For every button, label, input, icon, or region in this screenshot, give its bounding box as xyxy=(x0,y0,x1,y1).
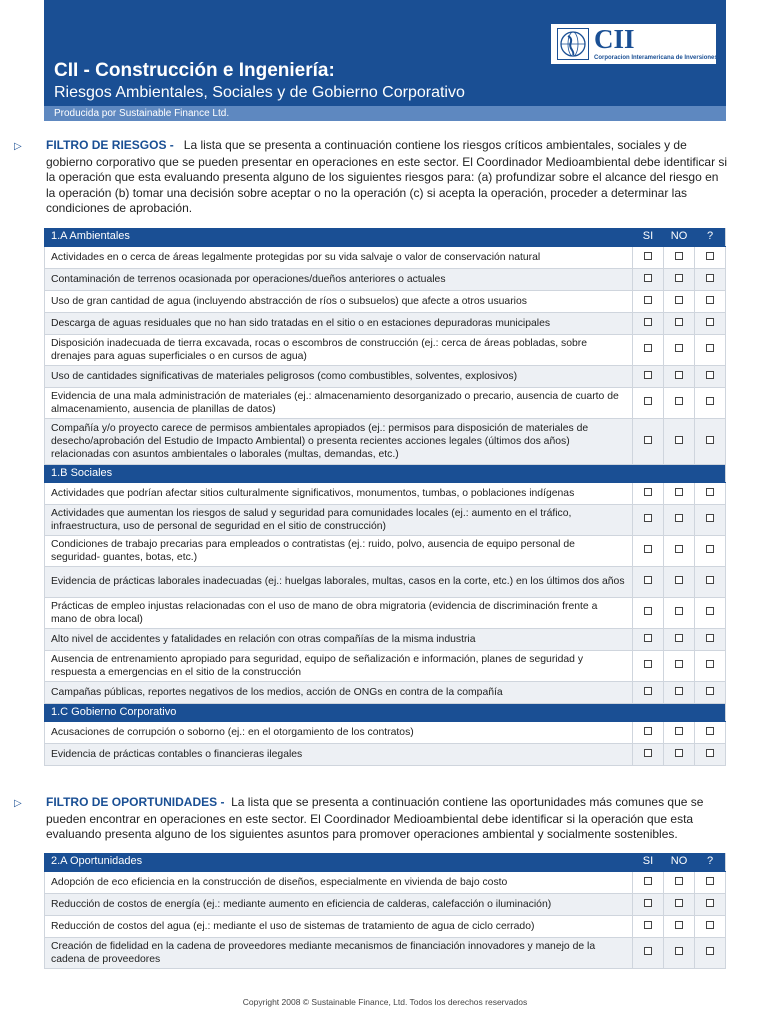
cell-si xyxy=(633,418,664,464)
cell-si xyxy=(633,681,664,703)
checkbox-no[interactable] xyxy=(675,634,683,642)
column-header-empty xyxy=(695,703,726,721)
cell-unknown xyxy=(695,743,726,765)
checkbox-unknown[interactable] xyxy=(706,634,714,642)
produced-by: Producida por Sustainable Finance Ltd. xyxy=(44,106,726,121)
checkbox-unknown[interactable] xyxy=(706,488,714,496)
cell-no xyxy=(664,504,695,535)
row-description: Campañas públicas, reportes negativos de los medios, acción de ONGs en contra de la compañía xyxy=(45,681,633,703)
column-header-empty xyxy=(664,464,695,482)
cell-si xyxy=(633,290,664,312)
cell-unknown xyxy=(695,365,726,387)
risk-filter-label: FILTRO DE RIESGOS - xyxy=(46,138,174,152)
checkbox-si[interactable] xyxy=(644,921,652,929)
table-row xyxy=(45,290,726,312)
cell-no xyxy=(664,246,695,268)
group-header xyxy=(45,228,726,246)
checkbox-unknown[interactable] xyxy=(706,371,714,379)
opportunity-table xyxy=(44,853,726,969)
group-header xyxy=(45,464,726,482)
cell-no xyxy=(664,650,695,681)
row-description: Contaminación de terrenos ocasionada por operaciones/dueños anteriores o actuales xyxy=(45,268,633,290)
checkbox-si[interactable] xyxy=(644,749,652,757)
table-row xyxy=(45,743,726,765)
cell-no xyxy=(664,628,695,650)
cell-si xyxy=(633,387,664,418)
opportunity-filter-label: FILTRO DE OPORTUNIDADES - xyxy=(46,795,225,809)
cell-unknown xyxy=(695,418,726,464)
row-description: Uso de cantidades significativas de materiales peligrosos (como combustibles, solventes, explosivos) xyxy=(45,365,633,387)
cell-unknown xyxy=(695,246,726,268)
checkbox-si[interactable] xyxy=(644,545,652,553)
checkbox-no[interactable] xyxy=(675,371,683,379)
checkbox-no[interactable] xyxy=(675,576,683,584)
cell-si xyxy=(633,566,664,597)
checkbox-si[interactable] xyxy=(644,947,652,955)
checkbox-si[interactable] xyxy=(644,687,652,695)
row-description: Descarga de aguas residuales que no han sido tratadas en el sitio o en estaciones depuradoras municipales xyxy=(45,312,633,334)
row-description: Evidencia de una mala administración de materiales (ej.: almacenamiento desorganizado o precario, ausencia de cuarto de almacenamiento, ausencia de planillas de datos) xyxy=(45,387,633,418)
checkbox-no[interactable] xyxy=(675,947,683,955)
group-title: 1.C Gobierno Corporativo xyxy=(45,703,633,721)
table-row xyxy=(45,387,726,418)
cell-unknown xyxy=(695,628,726,650)
table-row xyxy=(45,418,726,464)
checkbox-unknown[interactable] xyxy=(706,749,714,757)
cell-unknown xyxy=(695,504,726,535)
page-title: CII - Construcción e Ingeniería: xyxy=(54,60,335,81)
row-description: Reducción de costos del agua (ej.: mediante el uso de sistemas de tratamiento de agua de ciclo cerrado) xyxy=(45,915,633,937)
row-description: Alto nivel de accidentes y fatalidades en relación con otras compañías de la misma industria xyxy=(45,628,633,650)
checkbox-no[interactable] xyxy=(675,274,683,282)
checkbox-si[interactable] xyxy=(644,296,652,304)
table-row xyxy=(45,504,726,535)
logo-text: CII xyxy=(594,24,635,54)
table-row xyxy=(45,566,726,597)
cii-logo xyxy=(551,24,716,64)
table-row xyxy=(45,893,726,915)
cell-unknown xyxy=(695,387,726,418)
cell-unknown xyxy=(695,681,726,703)
checkbox-no[interactable] xyxy=(675,252,683,260)
checkbox-unknown[interactable] xyxy=(706,727,714,735)
row-description: Prácticas de empleo injustas relacionadas con el uso de mano de obra migratoria (evidencia de discriminación frente a mano de obra local) xyxy=(45,597,633,628)
checkbox-no[interactable] xyxy=(675,318,683,326)
table-row xyxy=(45,535,726,566)
cell-si xyxy=(633,504,664,535)
cell-si xyxy=(633,871,664,893)
row-description: Adopción de eco eficiencia en la construcción de diseños, especialmente en vivienda de bajo costo xyxy=(45,871,633,893)
column-header-empty xyxy=(633,464,664,482)
cell-si xyxy=(633,937,664,968)
checkbox-si[interactable] xyxy=(644,274,652,282)
risk-filter-intro xyxy=(14,138,730,217)
cell-unknown xyxy=(695,290,726,312)
checkbox-no[interactable] xyxy=(675,921,683,929)
cell-no xyxy=(664,915,695,937)
checkbox-unknown[interactable] xyxy=(706,397,714,405)
row-description: Actividades en o cerca de áreas legalmente protegidas por su vida salvaje o valor de conservación natural xyxy=(45,246,633,268)
globe-icon xyxy=(557,28,589,60)
checkbox-no[interactable] xyxy=(675,344,683,352)
table-row xyxy=(45,871,726,893)
table-row xyxy=(45,334,726,365)
checkbox-unknown[interactable] xyxy=(706,296,714,304)
table-row xyxy=(45,597,726,628)
column-header-q: ? xyxy=(695,228,726,246)
triangle-bullet-icon: ▷ xyxy=(14,141,22,152)
cell-no xyxy=(664,937,695,968)
page-header xyxy=(44,0,726,121)
checkbox-unknown[interactable] xyxy=(706,318,714,326)
cell-no xyxy=(664,535,695,566)
table-row xyxy=(45,937,726,968)
checkbox-si[interactable] xyxy=(644,488,652,496)
opportunity-filter-text: La lista que se presenta a continuación contiene las oportunidades más comunes que se pueden encontrar en operaciones en este sector. El Coordinador Medioambiental debe identificar si la operación que esta evaluando presenta alguno de los siguientes asuntos para promover operaciones ambiental y socialmente sostenibles. xyxy=(46,795,704,841)
checkbox-no[interactable] xyxy=(675,687,683,695)
row-description: Disposición inadecuada de tierra excavada, rocas o escombros de construcción (ej.: cerca de áreas pobladas, sobre drenajes para aguas superficiales o en cursos de agua) xyxy=(45,334,633,365)
column-header-q: ? xyxy=(695,853,726,871)
checkbox-si[interactable] xyxy=(644,660,652,668)
checkbox-unknown[interactable] xyxy=(706,921,714,929)
opportunity-filter-intro xyxy=(14,795,730,843)
cell-si xyxy=(633,482,664,504)
cell-no xyxy=(664,893,695,915)
checkbox-si[interactable] xyxy=(644,397,652,405)
checkbox-si[interactable] xyxy=(644,727,652,735)
table-row xyxy=(45,312,726,334)
cell-unknown xyxy=(695,334,726,365)
checkbox-unknown[interactable] xyxy=(706,687,714,695)
cell-si xyxy=(633,246,664,268)
group-title: 2.A Oportunidades xyxy=(45,853,633,871)
cell-no xyxy=(664,566,695,597)
logo-subtext: Corporacion Interamericana de Inversiones xyxy=(594,55,718,61)
checkbox-unknown[interactable] xyxy=(706,607,714,615)
checkbox-unknown[interactable] xyxy=(706,436,714,444)
risk-filter-text: La lista que se presenta a continuación contiene los riesgos críticos ambientales, sociales y de gobierno corporativo que se pueden presentar en operaciones en este sector. El Coordinador Medioambiental debe identificar si la operación que esta evaluando presenta alguno de los siguientes riesgos para: (a) profundizar sobre el alcance del riesgo en la operación (b) tomar una decisión sobre aceptar o no la operación (c) si acepta la operación, proceder a determinar las condiciones de aprobación. xyxy=(46,138,728,215)
column-header-empty xyxy=(664,703,695,721)
checkbox-si[interactable] xyxy=(644,899,652,907)
column-header-si: SI xyxy=(633,228,664,246)
column-header-si: SI xyxy=(633,853,664,871)
cell-unknown xyxy=(695,650,726,681)
cell-unknown xyxy=(695,482,726,504)
cell-no xyxy=(664,387,695,418)
group-header xyxy=(45,853,726,871)
cell-si xyxy=(633,312,664,334)
checkbox-si[interactable] xyxy=(644,371,652,379)
cell-no xyxy=(664,597,695,628)
checkbox-no[interactable] xyxy=(675,607,683,615)
table-row xyxy=(45,721,726,743)
cell-unknown xyxy=(695,721,726,743)
group-title: 1.B Sociales xyxy=(45,464,633,482)
group-title: 1.A Ambientales xyxy=(45,228,633,246)
cell-no xyxy=(664,418,695,464)
table-row xyxy=(45,482,726,504)
row-description: Creación de fidelidad en la cadena de proveedores mediante mecanismos de financiación innovadores y manejo de la cadena de proveedores xyxy=(45,937,633,968)
row-description: Acusaciones de corrupción o soborno (ej.: en el otorgamiento de los contratos) xyxy=(45,721,633,743)
checkbox-no[interactable] xyxy=(675,488,683,496)
checkbox-no[interactable] xyxy=(675,660,683,668)
cell-no xyxy=(664,290,695,312)
copyright-footer: Copyright 2008 © Sustainable Finance, Ltd. Todos los derechos reservados xyxy=(242,997,528,1007)
checkbox-no[interactable] xyxy=(675,545,683,553)
table-row xyxy=(45,915,726,937)
checkbox-unknown[interactable] xyxy=(706,514,714,522)
checkbox-no[interactable] xyxy=(675,296,683,304)
table-row xyxy=(45,268,726,290)
cell-no xyxy=(664,334,695,365)
cell-si xyxy=(633,915,664,937)
checkbox-no[interactable] xyxy=(675,514,683,522)
page-subtitle: Riesgos Ambientales, Sociales y de Gobierno Corporativo xyxy=(54,84,465,101)
checkbox-unknown[interactable] xyxy=(706,344,714,352)
cell-unknown xyxy=(695,893,726,915)
checkbox-si[interactable] xyxy=(644,607,652,615)
row-description: Actividades que aumentan los riesgos de salud y seguridad para comunidades locales (ej.: aumento en el tráfico, infraestructura, uso de personal de seguridad en el sitio de construcción) xyxy=(45,504,633,535)
row-description: Actividades que podrían afectar sitios culturalmente significativos, monumentos, tumbas, o poblaciones indígenas xyxy=(45,482,633,504)
cell-no xyxy=(664,871,695,893)
table-row xyxy=(45,246,726,268)
risk-table xyxy=(44,228,726,766)
cell-no xyxy=(664,268,695,290)
row-description: Compañía y/o proyecto carece de permisos ambientales apropiados (ej.: permisos para disposición de materiales de desecho/aprobación del Estudio de Impacto Ambiental) o presenta recientes acciones legales (últimos dos años) relacionadas con asuntos ambientales o laborales (multas, demandas, etc.) xyxy=(45,418,633,464)
cell-no xyxy=(664,721,695,743)
checkbox-no[interactable] xyxy=(675,397,683,405)
checkbox-unknown[interactable] xyxy=(706,576,714,584)
cell-si xyxy=(633,893,664,915)
cell-si xyxy=(633,334,664,365)
cell-si xyxy=(633,743,664,765)
triangle-bullet-icon: ▷ xyxy=(14,798,22,809)
checkbox-unknown[interactable] xyxy=(706,877,714,885)
table-row xyxy=(45,365,726,387)
checkbox-si[interactable] xyxy=(644,514,652,522)
checkbox-unknown[interactable] xyxy=(706,660,714,668)
checkbox-unknown[interactable] xyxy=(706,899,714,907)
column-header-empty xyxy=(695,464,726,482)
cell-no xyxy=(664,482,695,504)
row-description: Reducción de costos de energía (ej.: mediante aumento en eficiencia de calderas, calefacción o iluminación) xyxy=(45,893,633,915)
cell-si xyxy=(633,597,664,628)
row-description: Evidencia de prácticas contables o financieras ilegales xyxy=(45,743,633,765)
checkbox-no[interactable] xyxy=(675,727,683,735)
checkbox-si[interactable] xyxy=(644,576,652,584)
checkbox-si[interactable] xyxy=(644,877,652,885)
cell-unknown xyxy=(695,597,726,628)
checkbox-si[interactable] xyxy=(644,436,652,444)
cell-no xyxy=(664,743,695,765)
cell-si xyxy=(633,628,664,650)
checkbox-si[interactable] xyxy=(644,318,652,326)
cell-si xyxy=(633,365,664,387)
group-header xyxy=(45,703,726,721)
cell-unknown xyxy=(695,312,726,334)
checkbox-unknown[interactable] xyxy=(706,252,714,260)
column-header-no: NO xyxy=(664,228,695,246)
checkbox-no[interactable] xyxy=(675,899,683,907)
checkbox-no[interactable] xyxy=(675,749,683,757)
cell-si xyxy=(633,535,664,566)
column-header-no: NO xyxy=(664,853,695,871)
table-row xyxy=(45,628,726,650)
checkbox-no[interactable] xyxy=(675,877,683,885)
checkbox-si[interactable] xyxy=(644,252,652,260)
cell-unknown xyxy=(695,915,726,937)
row-description: Evidencia de prácticas laborales inadecuadas (ej.: huelgas laborales, multas, casos en la corte, etc.) en los últimos dos años xyxy=(45,566,633,597)
cell-unknown xyxy=(695,871,726,893)
row-description: Ausencia de entrenamiento apropiado para seguridad, equipo de señalización e información, planes de seguridad y respuesta a emergencias en el sitio de la construcción xyxy=(45,650,633,681)
cell-si xyxy=(633,268,664,290)
cell-si xyxy=(633,650,664,681)
table-row xyxy=(45,681,726,703)
cell-si xyxy=(633,721,664,743)
checkbox-unknown[interactable] xyxy=(706,545,714,553)
checkbox-si[interactable] xyxy=(644,344,652,352)
row-description: Condiciones de trabajo precarias para empleados o contratistas (ej.: ruido, polvo, ausencia de equipo personal de seguridad- guantes, botas, etc.) xyxy=(45,535,633,566)
cell-unknown xyxy=(695,566,726,597)
column-header-empty xyxy=(633,703,664,721)
cell-unknown xyxy=(695,937,726,968)
cell-no xyxy=(664,365,695,387)
cell-unknown xyxy=(695,268,726,290)
checkbox-si[interactable] xyxy=(644,634,652,642)
checkbox-no[interactable] xyxy=(675,436,683,444)
cell-unknown xyxy=(695,535,726,566)
cell-no xyxy=(664,681,695,703)
checkbox-unknown[interactable] xyxy=(706,947,714,955)
checkbox-unknown[interactable] xyxy=(706,274,714,282)
cell-no xyxy=(664,312,695,334)
row-description: Uso de gran cantidad de agua (incluyendo abstracción de ríos o subsuelos) que afecte a otros usuarios xyxy=(45,290,633,312)
table-row xyxy=(45,650,726,681)
